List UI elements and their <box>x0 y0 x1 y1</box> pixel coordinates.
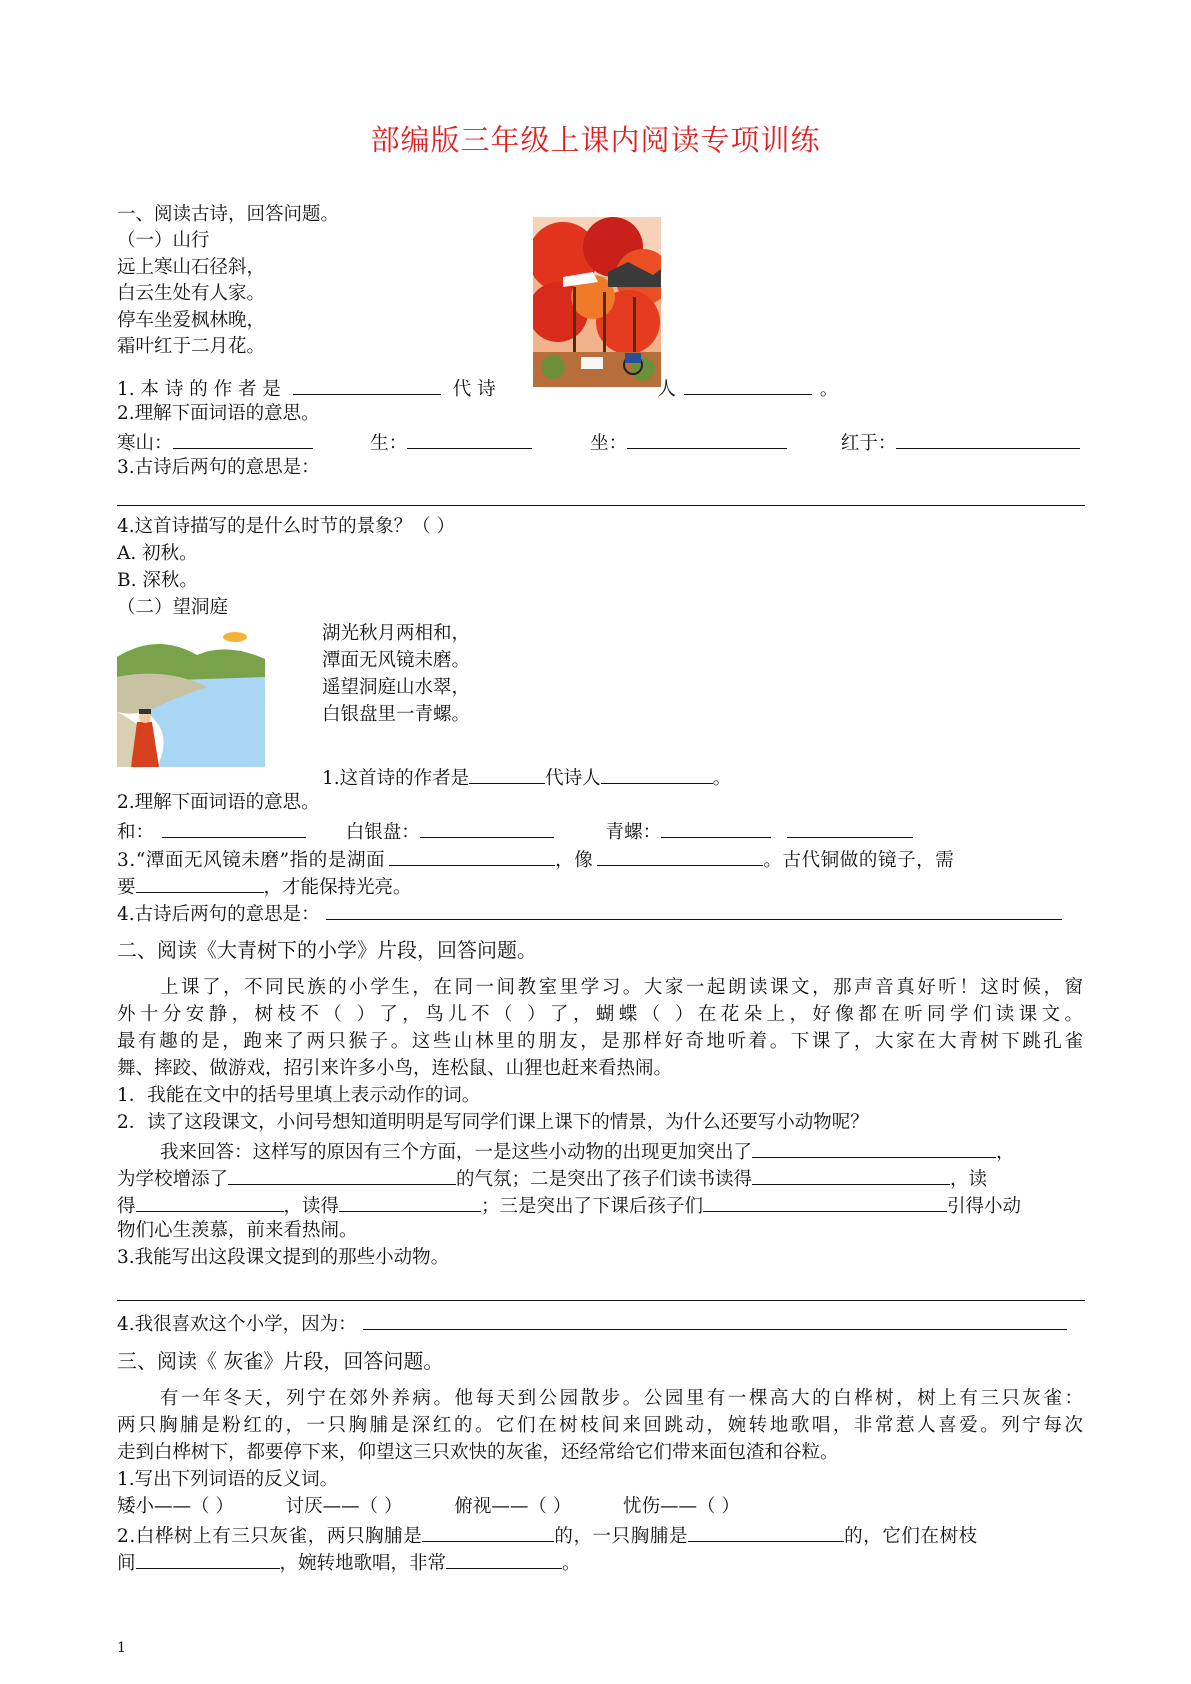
q2-3-text: 。古代铜做的镜子，需 <box>763 850 955 871</box>
s2-q1: 1．我能在文中的括号里填上表示动作的词。 <box>117 1085 481 1106</box>
q1-2-words <box>117 428 1085 457</box>
s3-q2-text: ，婉转地歌唱，非常 <box>279 1553 447 1574</box>
section-2-heading: 二、阅读《大青树下的小学》片段，回答问题。 <box>117 938 537 962</box>
q1-2: 2.理解下面词语的意思。 <box>117 403 320 424</box>
q2-3-text: ，才能保持光亮。 <box>263 877 412 898</box>
answer-blank[interactable] <box>162 817 306 838</box>
s3-q2-text: 。 <box>562 1553 581 1574</box>
page-title: 部编版三年级上课内阅读专项训练 <box>370 123 821 157</box>
answer-blank[interactable] <box>136 872 264 893</box>
s2-answer-text: ，读得 <box>283 1196 340 1217</box>
poem-2-line: 遥望洞庭山水翠， <box>322 677 471 698</box>
answer-blank[interactable] <box>688 1521 844 1542</box>
answer-blank[interactable] <box>407 428 532 449</box>
s3-paragraph-line: 走到白桦树下，都要停下来，仰望这三只欢快的灰雀，还经常给它们带来面包渣和谷粒。 <box>117 1442 839 1463</box>
q2-1-author <box>322 763 731 792</box>
answer-blank[interactable] <box>703 1191 947 1212</box>
s3-paragraph-line: 有一年冬天，列宁在郊外养病。他每天到公园散步。公园里有一棵高大的白桦树，树上有三只灰雀： <box>160 1388 1083 1409</box>
q2-3-cont <box>117 872 412 901</box>
answer-blank[interactable] <box>752 1137 996 1158</box>
q2-3-text: ，像 <box>555 850 594 871</box>
answer-blank[interactable] <box>627 428 787 449</box>
s2-paragraph-line: 外十分安静，树枝不（ ）了，鸟儿不（ ）了，蝴蝶（ ）在花朵上，好像都在听同学们读课文。 <box>117 1004 1083 1025</box>
antonym-item: 忧伤——（ ） <box>623 1496 740 1517</box>
answer-blank[interactable] <box>420 817 554 838</box>
answer-blank[interactable] <box>363 1309 1067 1330</box>
answer-blank[interactable] <box>326 899 1062 920</box>
s2-answer-4: 物们心生羡慕，前来看热闹。 <box>117 1220 358 1241</box>
q2-1-text: 1.这首诗的作者是 <box>322 768 470 789</box>
antonym-item: 矮小——（ ） <box>117 1496 234 1517</box>
poem-1-title: （一）山行 <box>117 230 210 251</box>
word-label: 坐： <box>590 433 628 454</box>
answer-blank[interactable] <box>597 845 763 866</box>
q1-1-text: 人 <box>657 379 676 400</box>
q1-4: 4.这首诗描写的是什么时节的景象？（ ） <box>117 516 456 537</box>
q2-2: 2.理解下面词语的意思。 <box>117 792 320 813</box>
answer-blank[interactable] <box>293 374 441 395</box>
s2-answer-text: 为学校增添了 <box>117 1169 229 1190</box>
q2-4 <box>117 899 1062 928</box>
word-label: 红于： <box>840 433 897 454</box>
s3-q2-text: 间 <box>117 1553 136 1574</box>
s2-q2: 2．读了这段课文，小问号想知道明明是写同学们课上课下的情景，为什么还要写小动物呢？ <box>117 1112 869 1133</box>
q1-1-text: 代 诗 <box>452 379 496 400</box>
answer-blank[interactable] <box>228 1164 456 1185</box>
s3-q1: 1.写出下列词语的反义词。 <box>117 1469 339 1490</box>
word-label: 生： <box>370 433 408 454</box>
word-label: 寒山： <box>117 433 173 454</box>
s2-answer-text: 得 <box>117 1196 136 1217</box>
q1-3: 3.古诗后两句的意思是： <box>117 457 320 478</box>
s2-q4-text: 4.我很喜欢这个小学，因为： <box>117 1314 357 1335</box>
s2-answer-text: ，读 <box>950 1169 988 1190</box>
answer-blank[interactable] <box>136 1548 280 1569</box>
s2-paragraph-line: 舞、摔跤、做游戏，招引来许多小鸟，连松鼠、山狸也赶来看热闹。 <box>117 1058 673 1079</box>
section-1-heading: 一、阅读古诗，回答问题。 <box>117 204 340 225</box>
s2-answer-text: 的气氛；二是突出了孩子们读书读得 <box>456 1169 753 1190</box>
s2-answer-1 <box>160 1137 1015 1166</box>
word-label: 白银盘： <box>345 822 420 843</box>
poem-2-line: 潭面无风镜未磨。 <box>322 650 471 671</box>
word-label: 和： <box>117 822 155 843</box>
s2-answer-text: 我来回答：这样写的原因有三个方面，一是这些小动物的出现更加突出了 <box>160 1142 753 1163</box>
s2-answer-text: 引得小动 <box>947 1196 1022 1217</box>
answer-blank[interactable] <box>389 845 555 866</box>
antonym-item: 俯视——（ ） <box>454 1496 572 1517</box>
s3-q2 <box>117 1521 978 1550</box>
answer-blank[interactable] <box>896 428 1080 449</box>
answer-blank[interactable] <box>752 1164 950 1185</box>
s2-answer-text: ；三是突出了下课后孩子们 <box>481 1196 704 1217</box>
antonym-item: 讨厌——（ ） <box>285 1496 403 1517</box>
q2-2-words <box>117 817 913 846</box>
q1-1-author <box>117 374 1085 403</box>
option-a: A. 初秋。 <box>117 543 198 564</box>
answer-blank[interactable] <box>661 817 771 838</box>
s3-q2-cont <box>117 1548 581 1577</box>
word-label: 青螺： <box>605 822 662 843</box>
answer-blank[interactable] <box>136 1191 284 1212</box>
poem-1-line: 停车坐爱枫林晚， <box>117 310 266 331</box>
s2-answer-3 <box>117 1191 1021 1220</box>
q2-3 <box>117 845 954 874</box>
q2-3-text: 要 <box>117 877 136 898</box>
s2-paragraph-line: 上课了，不同民族的小学生，在同一间教室里学习。大家一起朗读课文，那声音真好听！这时候，窗 <box>160 977 1083 998</box>
s3-q2-text: 2.白桦树上有三只灰雀，两只胸脯是 <box>117 1526 423 1547</box>
poem-2-title: （二）望洞庭 <box>117 597 229 618</box>
s2-q4 <box>117 1309 1067 1338</box>
s3-q2-text: 的，一只胸脯是 <box>554 1526 689 1547</box>
poem-2-line: 白银盘里一青螺。 <box>322 704 471 725</box>
answer-blank[interactable] <box>173 428 313 449</box>
q2-1-text: 。 <box>712 768 732 789</box>
s3-antonyms <box>117 1494 740 1520</box>
answer-blank[interactable] <box>422 1521 554 1542</box>
maple-forest-illustration <box>533 217 661 387</box>
s2-q3: 3.我能写出这段课文提到的那些小动物。 <box>117 1247 450 1268</box>
answer-blank[interactable] <box>684 374 812 395</box>
poem-2-line: 湖光秋月两相和， <box>322 623 471 644</box>
q2-4-text: 4.古诗后两句的意思是： <box>117 904 320 925</box>
s3-paragraph-line: 两只胸脯是粉红的，一只胸脯是深红的。它们在树枝间来回跳动，婉转地歌唱，非常惹人喜爱。列宁每次 <box>117 1415 1083 1436</box>
section-3-heading: 三、阅读《 灰雀》片段，回答问题。 <box>117 1349 444 1373</box>
answer-line[interactable] <box>117 505 1085 506</box>
answer-blank[interactable] <box>787 817 913 838</box>
option-b: B. 深秋。 <box>117 570 198 591</box>
poem-1-line: 白云生处有人家。 <box>117 283 266 304</box>
dongting-lake-illustration <box>117 627 265 767</box>
q2-1-text: 代诗人 <box>545 768 601 789</box>
answer-blank[interactable] <box>469 763 545 784</box>
q1-1-text: 1. 本 诗 的 作 者 是 <box>117 379 281 400</box>
answer-blank[interactable] <box>446 1548 562 1569</box>
q1-1-text: 。 <box>819 379 839 400</box>
poem-1-line: 霜叶红于二月花。 <box>117 336 266 357</box>
s2-paragraph-line: 最有趣的是，跑来了两只猴子。这些山林里的朋友，是那样好奇地听着。下课了，大家在大青树下跳孔雀 <box>117 1031 1083 1052</box>
answer-line[interactable] <box>117 1300 1085 1301</box>
answer-blank[interactable] <box>339 1191 481 1212</box>
answer-blank[interactable] <box>601 763 713 784</box>
s3-q2-text: 的，它们在树枝 <box>844 1526 978 1547</box>
page-number: 1 <box>117 1640 126 1656</box>
s2-answer-2 <box>117 1164 987 1193</box>
poem-1-line: 远上寒山石径斜， <box>117 257 266 278</box>
s2-answer-text: ， <box>996 1142 1015 1163</box>
q2-3-text: 3.“潭面无风镜未磨”指的是湖面 <box>117 850 386 871</box>
